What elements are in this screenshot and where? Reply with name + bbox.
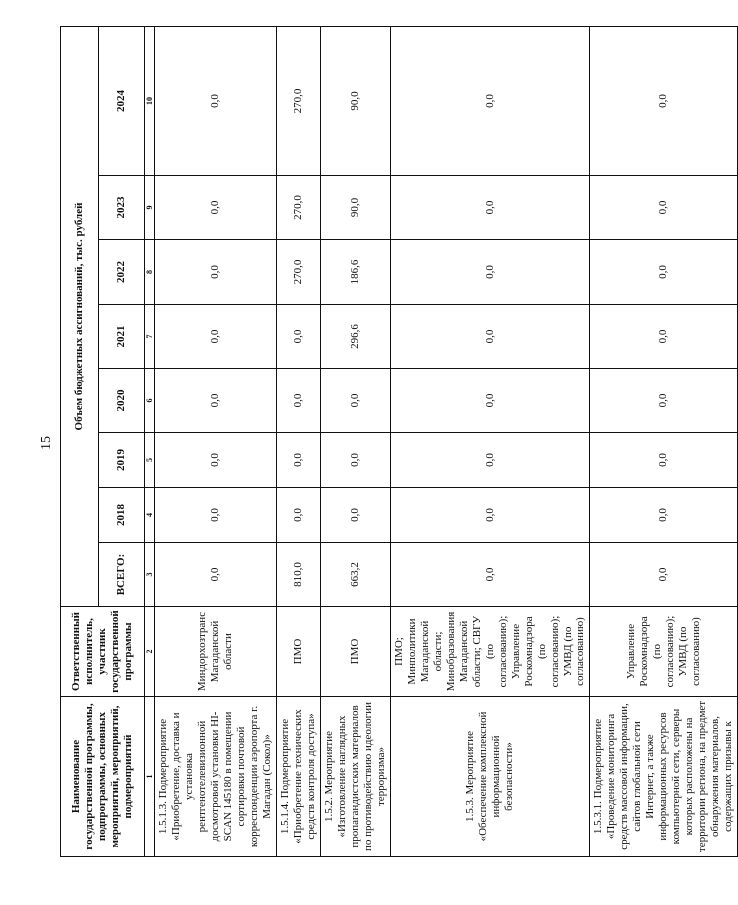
value-2023: 90,0 bbox=[321, 176, 391, 240]
value-2018: 0,0 bbox=[590, 488, 738, 543]
value-2024: 0,0 bbox=[155, 26, 277, 175]
header-year-2024: 2024 bbox=[99, 26, 145, 175]
header-total: ВСЕГО: bbox=[99, 543, 145, 607]
header-year-2021: 2021 bbox=[99, 305, 145, 369]
col-number: 9 bbox=[145, 176, 155, 240]
value-2019: 0,0 bbox=[155, 433, 277, 488]
value-2024: 0,0 bbox=[590, 26, 738, 175]
row-responsible: Управление Роскомнадзора (по согласованию); УМВД (по согласованию) bbox=[590, 607, 738, 697]
value-2022: 186,6 bbox=[321, 240, 391, 305]
value-2023: 0,0 bbox=[155, 176, 277, 240]
value-2019: 0,0 bbox=[277, 433, 321, 488]
value-2018: 0,0 bbox=[390, 488, 590, 543]
value-2018: 0,0 bbox=[321, 488, 391, 543]
header-name: Наименование государственной программы, подпрограммы, основных мероприятий, мероприятий, подмероприятий bbox=[61, 697, 145, 857]
column-number-row bbox=[145, 26, 155, 856]
header-year-2022: 2022 bbox=[99, 240, 145, 305]
header-responsible: Ответственный исполнитель, участник государственной программы bbox=[61, 607, 145, 697]
value-2021: 296,6 bbox=[321, 305, 391, 369]
budget-table bbox=[60, 26, 738, 857]
value-2018: 0,0 bbox=[155, 488, 277, 543]
value-2022: 0,0 bbox=[155, 240, 277, 305]
row-responsible: ПМО; Минполитики Магаданской области; Минобразования Магаданской области; СВГУ (по согласованию); Управление Роскомнадзора (по согласованию); УМВД (по согласованию) bbox=[390, 607, 590, 697]
col-number: 2 bbox=[145, 607, 155, 697]
table-row bbox=[590, 26, 738, 856]
value-total: 810,0 bbox=[277, 543, 321, 607]
value-2023: 0,0 bbox=[590, 176, 738, 240]
value-2019: 0,0 bbox=[321, 433, 391, 488]
col-number: 6 bbox=[145, 369, 155, 433]
value-2019: 0,0 bbox=[590, 433, 738, 488]
value-2023: 270,0 bbox=[277, 176, 321, 240]
row-name: 1.5.2. Мероприятие «Изготовление наглядных пропагандистских материалов по противодействию идеологии терроризма» bbox=[321, 697, 391, 857]
col-number: 5 bbox=[145, 433, 155, 488]
header-year-2019: 2019 bbox=[99, 433, 145, 488]
value-2020: 0,0 bbox=[390, 369, 590, 433]
table-row bbox=[155, 26, 277, 856]
row-name: 1.5.1.3. Подмероприятие «Приобретение, доставка и установка рентгенотелевизионной досмотровой установки HI-SCAN 145180 в помещении сортировки почтовой корреспонденции аэропорта г. Магадан (Сокол)» bbox=[155, 697, 277, 857]
row-name: 1.5.3.1. Подмероприятие «Проведение мониторинга средств массовой информации, сайтов глобальной сети Интернет, а также информационных ресурсов компьютерной сети, серверы которых расположены на территории региона, на предмет обнаружения материалов, содержащих призывы к bbox=[590, 697, 738, 857]
value-2020: 0,0 bbox=[155, 369, 277, 433]
value-2021: 0,0 bbox=[390, 305, 590, 369]
col-number: 7 bbox=[145, 305, 155, 369]
value-2021: 0,0 bbox=[590, 305, 738, 369]
value-total: 0,0 bbox=[390, 543, 590, 607]
value-2020: 0,0 bbox=[277, 369, 321, 433]
value-2022: 270,0 bbox=[277, 240, 321, 305]
rotated-table-wrapper bbox=[60, 27, 735, 857]
header-year-2020: 2020 bbox=[99, 369, 145, 433]
value-2022: 0,0 bbox=[590, 240, 738, 305]
header-budget: Объем бюджетных ассигнований, тыс. рублей bbox=[61, 26, 99, 606]
value-2020: 0,0 bbox=[321, 369, 391, 433]
table-row bbox=[321, 26, 391, 856]
row-name: 1.5.1.4. Подмероприятие «Приобретение технических средств контроля доступа» bbox=[277, 697, 321, 857]
col-number: 4 bbox=[145, 488, 155, 543]
value-total: 0,0 bbox=[155, 543, 277, 607]
value-2024: 270,0 bbox=[277, 26, 321, 175]
header-year-2018: 2018 bbox=[99, 488, 145, 543]
col-number: 3 bbox=[145, 543, 155, 607]
value-2020: 0,0 bbox=[590, 369, 738, 433]
value-2019: 0,0 bbox=[390, 433, 590, 488]
header-year-2023: 2023 bbox=[99, 176, 145, 240]
col-number: 1 bbox=[145, 697, 155, 857]
value-2018: 0,0 bbox=[277, 488, 321, 543]
table-row bbox=[277, 26, 321, 856]
value-2021: 0,0 bbox=[277, 305, 321, 369]
page-number: 15 bbox=[39, 436, 54, 450]
value-2024: 90,0 bbox=[321, 26, 391, 175]
value-total: 663,2 bbox=[321, 543, 391, 607]
value-total: 0,0 bbox=[590, 543, 738, 607]
value-2023: 0,0 bbox=[390, 176, 590, 240]
col-number: 8 bbox=[145, 240, 155, 305]
row-responsible: Миндорхозтранс Магаданской области bbox=[155, 607, 277, 697]
row-name: 1.5.3. Мероприятие «Обеспечение комплексной информационной безопасности» bbox=[390, 697, 590, 857]
row-responsible: ПМО bbox=[277, 607, 321, 697]
table-row bbox=[390, 26, 590, 856]
value-2024: 0,0 bbox=[390, 26, 590, 175]
value-2021: 0,0 bbox=[155, 305, 277, 369]
row-responsible: ПМО bbox=[321, 607, 391, 697]
col-number: 10 bbox=[145, 26, 155, 175]
value-2022: 0,0 bbox=[390, 240, 590, 305]
